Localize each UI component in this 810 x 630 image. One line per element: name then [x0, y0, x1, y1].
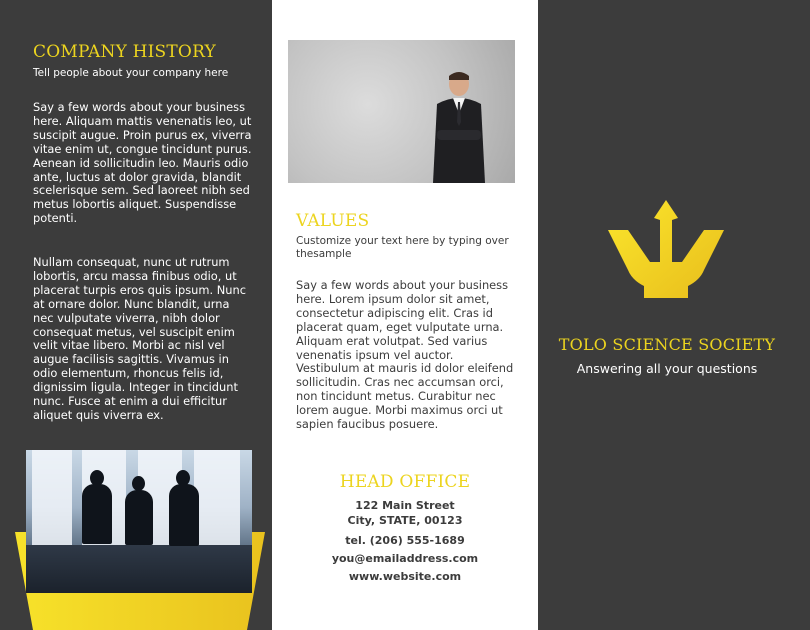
society-tagline: Answering all your questions [576, 361, 758, 376]
values-subtitle: Customize your text here by typing over thesample [296, 235, 509, 260]
office-street: 122 Main Street [355, 499, 455, 512]
businessman-photo [288, 40, 515, 183]
office-website: www.website.com [348, 570, 462, 583]
office-phone: tel. (206) 555-1689 [345, 534, 465, 547]
society-name: TOLO SCIENCE SOCIETY [558, 335, 776, 354]
head-office-title: HEAD OFFICE [339, 472, 471, 492]
office-city: City, STATE, 00123 [347, 514, 463, 527]
business-meeting-photo [26, 450, 252, 593]
company-history-paragraph-2: Nullam consequat, nunc ut rutrum lobortis, arcu massa finibus odio, ut placerat turpis eros quis ipsum. Nunc at ornare dolor. Nunc blandit, urna nec vulputate viverra, nibh dolor consequat metus, vel suscipit enim velit vitae libero. Morbi ac nisl vel augue facilisis sagittis. Vivamus in odio elementum, rhoncus felis id, dignissim ligula. Integer in tincidunt nunc. Fusce at enim a dui efficitur aliquet quis viverra ex. [33, 255, 246, 422]
office-email: you@emailaddress.com [331, 552, 479, 565]
company-history-subtitle: Tell people about your company here [33, 67, 229, 79]
company-history-paragraph-1: Say a few words about your business here. Aliquam mattis venenatis leo, ut suscipit augue. Proin purus ex, viverra vitae enim ut, congue tincidunt purus. Aenean id sollicitudin leo. Mauris odio ante, luctus at dolor gravida, blandit scelerisque sem. Sed laoreet nibh sed metus lobortis aliquet. Suspendisse potenti. [33, 100, 252, 226]
values-paragraph: Say a few words about your business here. Lorem ipsum dolor sit amet, consectetur adipiscing elit. Cras id placerat quam, eget vulputate urna. Aliquam erat volutpat. Sed varius venenatis ipsum vel auctor. Vestibulum at mauris id dolor eleifend sollicitudin. Cras nec accumsan orci, non tincidunt metus. Curabitur nec lorem augue. Morbi maximus orci ut sapien faucibus posuere. [296, 278, 514, 432]
values-title: VALUES [296, 211, 370, 231]
right-panel [538, 0, 810, 630]
left-panel [0, 0, 272, 630]
middle-panel [272, 0, 538, 630]
crown-icon [608, 200, 724, 298]
company-history-title: COMPANY HISTORY [33, 42, 216, 62]
businessman-figure [429, 70, 489, 183]
